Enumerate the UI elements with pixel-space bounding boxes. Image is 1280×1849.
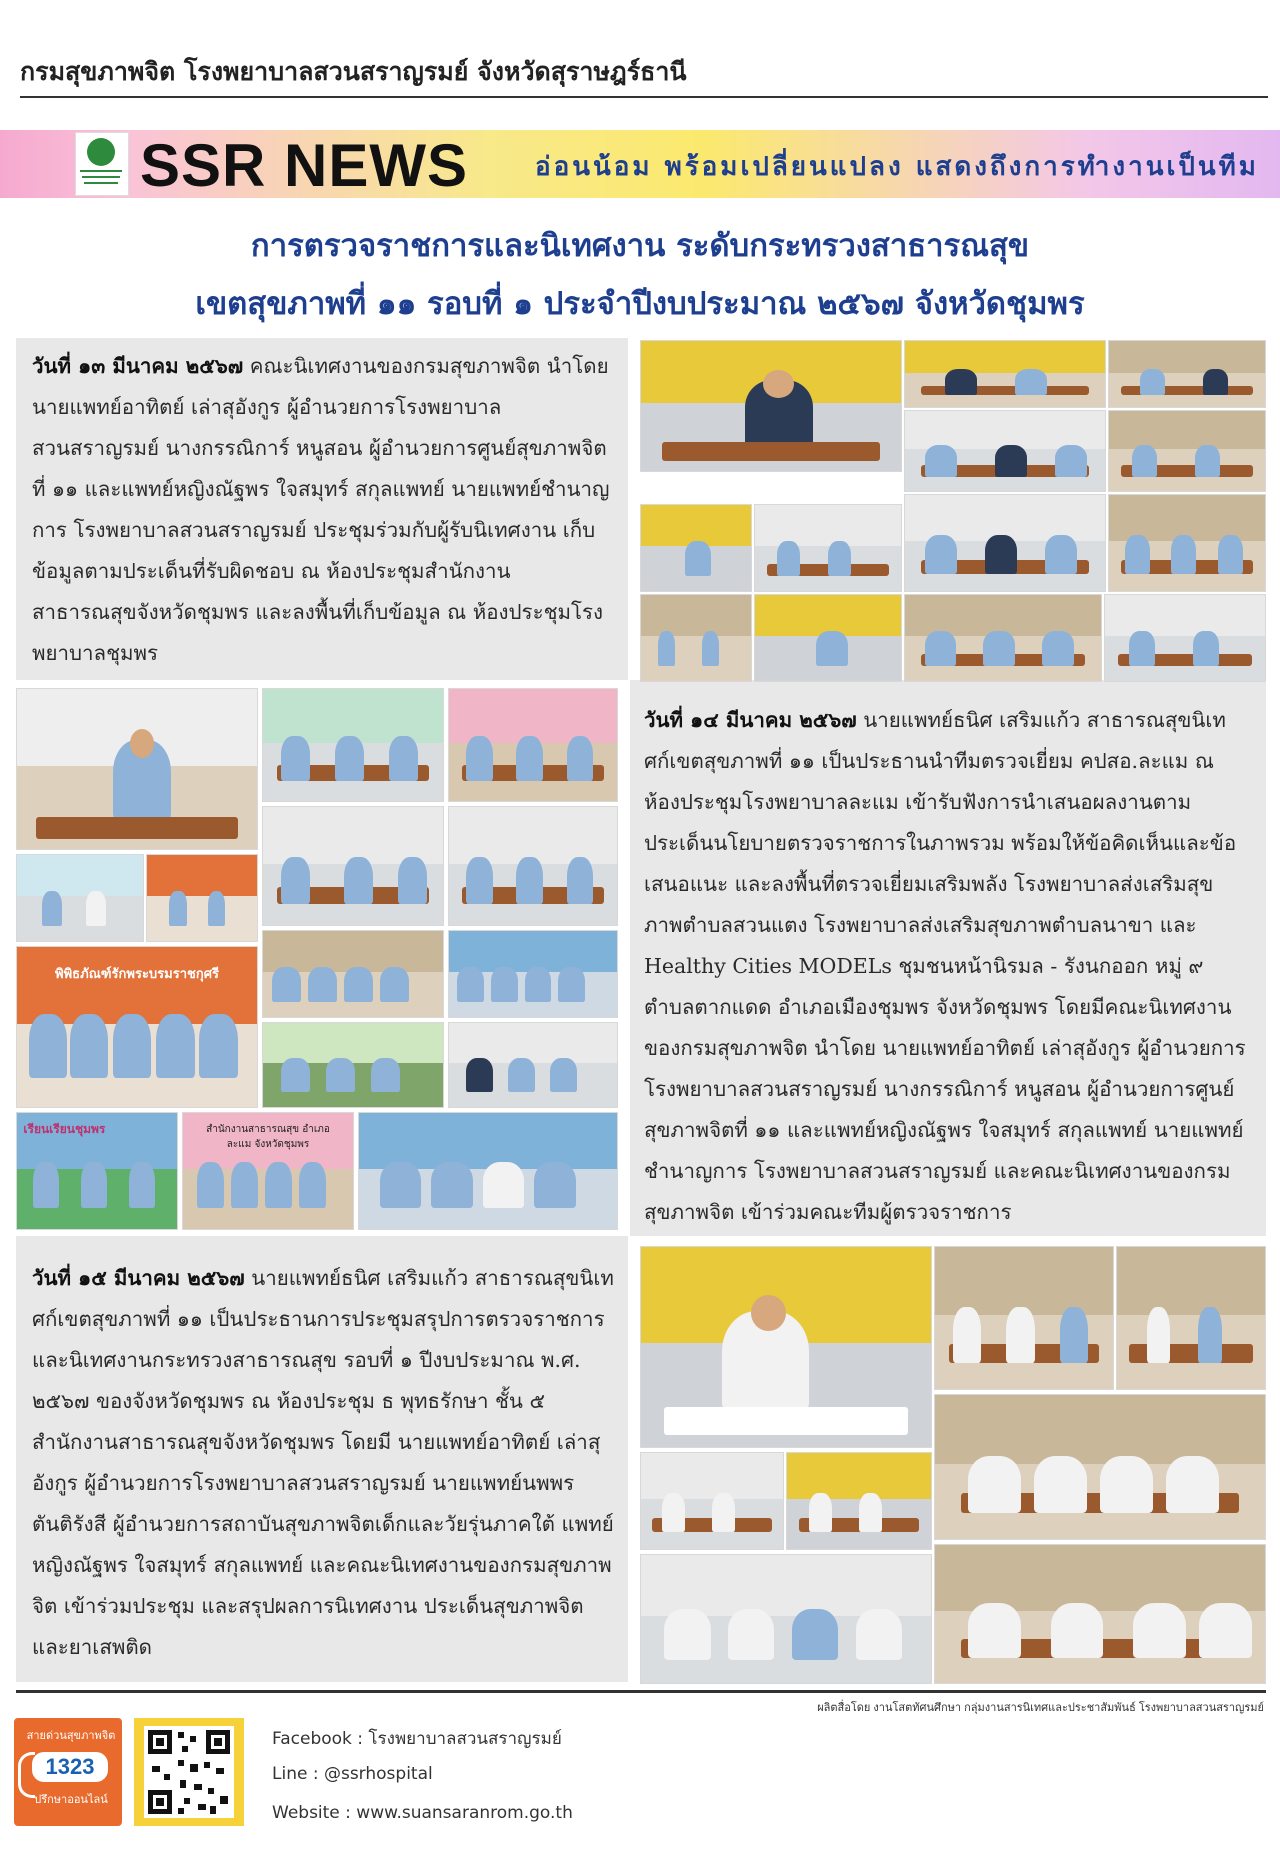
section-date: วันที่ ๑๔ มีนาคม ๒๕๖๗ xyxy=(644,708,857,732)
photo-meeting-participant xyxy=(640,504,752,592)
producer-credit: ผลิตสื่อโดย งานโสตทัศนศึกษา กลุ่มงานสารนิเทศและประชาสัมพันธ์ โรงพยาบาลสวนสราญรมย์ xyxy=(817,1702,1264,1714)
photo-meeting-table xyxy=(786,1452,932,1550)
photo-meeting-participant xyxy=(754,594,902,682)
photo-meeting-participants xyxy=(640,1554,932,1684)
org-line: กรมสุขภาพจิต โรงพยาบาลสวนสราญรมย์ จังหวัดสุราษฎร์ธานี xyxy=(20,57,687,86)
photo-meeting-room xyxy=(640,594,752,682)
header-divider xyxy=(20,96,1268,98)
photo-group-outdoor xyxy=(262,1022,444,1108)
photo-meeting-speaker xyxy=(640,340,902,472)
section-text-2 xyxy=(644,700,1250,1233)
photo-meeting-speaker xyxy=(16,688,258,850)
section-date: วันที่ ๑๓ มีนาคม ๒๕๖๗ xyxy=(32,354,244,378)
section-date: วันที่ ๑๕ มีนาคม ๒๕๖๗ xyxy=(32,1266,245,1290)
footer-divider xyxy=(16,1690,1266,1693)
photo-meeting-room xyxy=(904,340,1106,408)
photo-meeting-room xyxy=(1104,594,1266,682)
headline-line-1: การตรวจราชการและนิเทศงาน ระดับกระทรวงสาธารณสุข xyxy=(250,228,1030,264)
photo-meeting-room xyxy=(262,688,444,802)
banner-sign: เรียนเรียนชุมพร xyxy=(23,1121,106,1136)
photo-group xyxy=(358,1112,618,1230)
photo-meeting-room xyxy=(904,494,1106,592)
logo-caption-line xyxy=(82,176,120,178)
contact-line[interactable]: Line : @ssrhospital xyxy=(272,1764,433,1784)
photo-meeting-room xyxy=(934,1544,1266,1684)
contact-facebook[interactable]: Facebook : โรงพยาบาลสวนสราญรมย์ xyxy=(272,1729,562,1749)
photo-meeting-room xyxy=(448,688,618,802)
photo-group-museum xyxy=(16,946,258,1108)
office-sign: สำนักงานสาธารณสุข อำเภอละแม จังหวัดชุมพร xyxy=(206,1124,330,1151)
photo-field-visit xyxy=(146,854,258,942)
section-body: คณะนิเทศงานของกรมสุขภาพจิต นำโดย นายแพทย์อาทิตย์ เล่าสุอังกูร ผู้อำนวยการโรงพยาบาลสวนสราญรมย์ นางกรรณิการ์ หนูสอน ผู้อำนวยการศูนย์สุขภาพจิตที่ ๑๑ และแพทย์หญิงณัฐพร ใจสมุทร์ สกุลแพทย์ นายแพทย์ชำนาญการ โรงพยาบาลสวนสราญรมย์ ประชุมร่วมกับผู้รับนิเทศงาน เก็บข้อมูลตามประเด็นที่รับผิดชอบ ณ ห้องประชุมสำนักงาน สาธารณสุขจังหวัดชุมพร และลงพื้นที่เก็บข้อมูล ณ ห้องประชุมโรงพยาบาลชุมพร xyxy=(32,354,610,665)
section-body: นายแพทย์ธนิศ เสริมแก้ว สาธารณสุขนิเทศก์เขตสุขภาพที่ ๑๑ เป็นประธานการประชุมสรุปการตรวจราชการและนิเทศงานกระทรวงสาธารณสุข รอบที่ ๑ ปีงบประมาณ พ.ศ. ๒๕๖๗ ของจังหวัดชุมพร ณ ห้องประชุม ธ พุทธรักษา ชั้น ๕ สำนักงานสาธารณสุขจังหวัดชุมพร โดยมี นายแพทย์อาทิตย์ เล่าสุอังกูร ผู้อำนวยการโรงพยาบาลสวนสราญรมย์ นายแพทย์นพพร ตันติรังสี ผู้อำนวยการสถาบันสุขภาพจิตเด็กและวัยรุ่นภาคใต้ แพทย์หญิงณัฐพร ใจสมุทร์ สกุลแพทย์ และคณะนิเทศงานของกรมสุขภาพจิต เข้าร่วมประชุม และสรุปผลการนิเทศงาน ประเด็นสุขภาพจิตและยาเสพติด xyxy=(32,1266,614,1659)
photo-meeting-room xyxy=(754,504,902,592)
hotline-label: สายด่วนสุขภาพจิต xyxy=(26,1729,116,1742)
photo-office-group xyxy=(182,1112,354,1230)
photo-group xyxy=(262,930,444,1018)
photo-meeting-room xyxy=(1108,494,1266,592)
photo-meeting-table xyxy=(934,1246,1114,1390)
photo-meeting-room xyxy=(904,410,1106,492)
section-text-3 xyxy=(32,1258,616,1668)
logo-emblem-icon xyxy=(87,138,115,166)
museum-sign: พิพิธภัณฑ์รักพระบรมราชกุศรี xyxy=(55,967,219,982)
photo-meeting-table xyxy=(1116,1246,1266,1390)
section-text-1 xyxy=(32,346,616,674)
photo-field-visit xyxy=(16,1112,178,1230)
photo-field-visit xyxy=(16,854,144,942)
hotline-number: 1323 xyxy=(32,1752,108,1782)
photo-meeting-table xyxy=(640,1452,784,1550)
section-body: นายแพทย์ธนิศ เสริมแก้ว สาธารณสุขนิเทศก์เขตสุขภาพที่ ๑๑ เป็นประธานนำทีมตรวจเยี่ยม คปสอ.ละแม ณ ห้องประชุมโรงพยาบาลละแม เข้ารับฟังการนำเสนอผลงานตาม ประเด็นนโยบายตรวจราชการในภาพรวม พร้อมให้ข้อคิดเห็นและข้อเสนอแนะ และลงพื้นที่ตรวจเยี่ยมเสริมพลัง โรงพยาบาลส่งเสริมสุขภาพตำบลสวนแตง โรงพยาบาลส่งเสริมสุขภาพตำบลนาขา และ Healthy Cities MODELs ชุมชนหน้านิรมล - รังนกออก หมู่ ๙ ตำบลตากแดด อำเภอเมืองชุมพร จังหวัดชุมพร โดยมีคณะนิเทศงานของกรมสุขภาพจิต นำโดย นายแพทย์อาทิตย์ เล่าสุอังกูร ผู้อำนวยการโรงพยาบาลสวนสราญรมย์ นางกรรณิการ์ หนูสอน ผู้อำนวยการศูนย์สุขภาพจิตที่ ๑๑ และแพทย์หญิงณัฐพร ใจสมุทร์ สกุลแพทย์ นายแพทย์ชำนาญการ โรงพยาบาลสวนสราญรมย์ และคณะนิเทศงานของกรมสุขภาพจิต เข้าร่วมคณะทีมผู้ตรวจราชการ xyxy=(644,708,1246,1224)
photo-meeting-room xyxy=(934,1394,1266,1540)
photo-meeting-room xyxy=(262,806,444,926)
qr-code-icon[interactable] xyxy=(144,1726,234,1818)
hotline-sub: ปรึกษาออนไลน์ xyxy=(34,1793,108,1806)
photo-group xyxy=(448,1022,618,1108)
tagline: อ่อนน้อม พร้อมเปลี่ยนแปลง แสดงถึงการทำงานเป็นทีม xyxy=(535,152,1259,182)
photo-meeting-room xyxy=(1108,340,1266,408)
brand-title: SSR NEWS xyxy=(140,132,469,199)
photo-meeting-room xyxy=(904,594,1102,682)
logo-caption-line xyxy=(80,170,122,172)
photo-chairman xyxy=(640,1246,932,1448)
contact-website[interactable]: Website : www.suansaranrom.go.th xyxy=(272,1803,573,1823)
photo-meeting-room xyxy=(448,806,618,926)
logo-caption-line xyxy=(84,182,118,184)
headline-line-2: เขตสุขภาพที่ ๑๑ รอบที่ ๑ ประจำปีงบประมาณ ๒๕๖๗ จังหวัดชุมพร xyxy=(195,286,1085,322)
photo-group xyxy=(448,930,618,1018)
photo-meeting-room xyxy=(1108,410,1266,492)
